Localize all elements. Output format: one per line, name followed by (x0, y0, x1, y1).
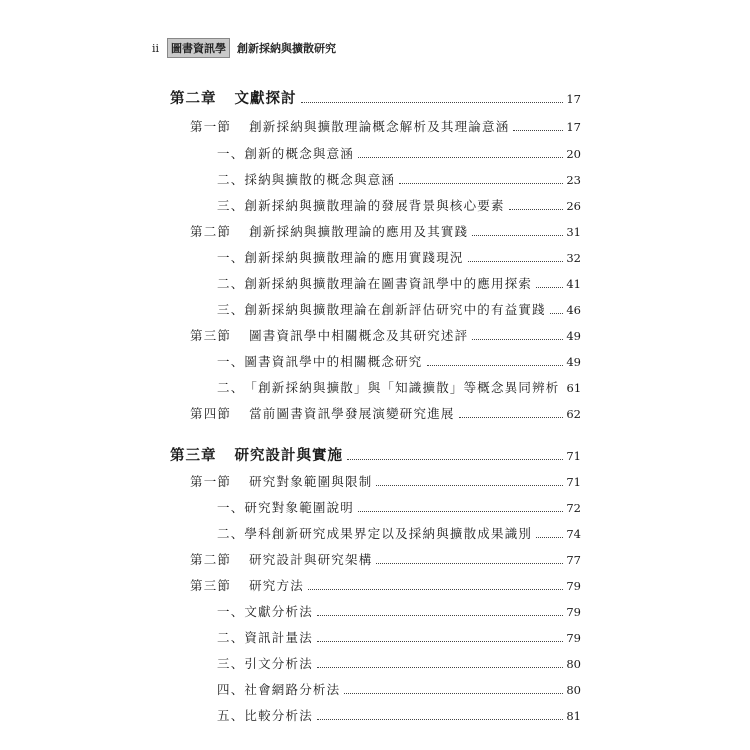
toc-entry-label: 三、 (217, 656, 245, 671)
toc-section (170, 219, 581, 241)
toc-page-number: 17 (566, 92, 581, 106)
toc-page-number: 20 (566, 147, 581, 161)
toc-entry-title: 當前圖書資訊學發展演變研究進展 (249, 406, 455, 421)
toc-item (170, 193, 581, 215)
toc-entry-label: 第二節 (190, 224, 232, 239)
toc-section (170, 114, 581, 136)
toc-entry-title: 比較分析法 (244, 708, 313, 723)
toc-entry-label: 四、 (217, 682, 245, 697)
toc-item (170, 625, 581, 647)
toc-entry-label: 二、 (217, 172, 245, 187)
series-label: 圖書資訊學 (167, 38, 230, 58)
toc-page-number: 79 (566, 631, 581, 645)
toc-chapter (170, 86, 581, 108)
toc-item (170, 245, 581, 267)
toc-entry-title: 研究對象範圍說明 (244, 500, 355, 515)
toc-entry-label: 一、 (217, 354, 245, 369)
toc-section (170, 573, 581, 595)
dot-leader (317, 718, 563, 720)
toc-item (170, 375, 581, 397)
toc-item (170, 495, 581, 517)
dot-leader (347, 458, 563, 460)
toc-entry-label: 一、 (217, 146, 245, 161)
toc-page-number: 26 (566, 199, 581, 213)
toc-entry-title: 採納與擴散的概念與意涵 (244, 172, 396, 187)
toc-page-number: 79 (566, 605, 581, 619)
dot-leader (317, 666, 563, 668)
toc-entry-label: 二、 (217, 276, 245, 291)
toc-page-number: 71 (566, 449, 581, 463)
toc-entry-title: 圖書資訊學中相關概念及其研究述評 (249, 328, 469, 343)
toc-page-number: 79 (566, 579, 581, 593)
toc-entry-label: 一、 (217, 250, 245, 265)
toc-entry-label: 第一節 (190, 474, 232, 489)
toc-entry-title: 創新採納與擴散理論在創新評估研究中的有益實踐 (244, 302, 546, 317)
toc-page-number: 32 (566, 251, 581, 265)
toc-page-number: 62 (566, 407, 581, 421)
toc-item (170, 677, 581, 699)
dot-leader (317, 614, 563, 616)
toc-entry-title: 創新採納與擴散理論的應用實踐現況 (244, 250, 464, 265)
toc-page-number: 77 (566, 553, 581, 567)
toc-page-number: 41 (566, 277, 581, 291)
toc-page-number: 17 (566, 120, 581, 134)
dot-leader (513, 129, 563, 131)
toc-entry-label: 三、 (217, 302, 245, 317)
toc-entry-label: 三、 (217, 198, 245, 213)
dot-leader (509, 208, 564, 210)
toc-page-number: 49 (566, 355, 581, 369)
toc-page-number: 71 (566, 475, 581, 489)
toc-entry-title: 創新的概念與意涵 (244, 146, 355, 161)
running-header (152, 38, 336, 58)
toc-entry-label: 五、 (217, 708, 245, 723)
toc-entry-title: 創新採納與擴散理論概念解析及其理論意涵 (249, 119, 510, 134)
toc-item (170, 141, 581, 163)
dot-leader (427, 364, 564, 366)
toc-entry-label: 第三章 (170, 447, 217, 464)
dot-leader (376, 484, 563, 486)
toc-item (170, 599, 581, 621)
toc-entry-label: 第二節 (190, 552, 232, 567)
toc-entry-label: 第一節 (190, 119, 232, 134)
toc-section (170, 547, 581, 569)
dot-leader (459, 416, 564, 418)
toc-entry-label: 一、 (217, 500, 245, 515)
toc-entry-title: 研究設計與研究架構 (249, 552, 373, 567)
toc-entry-title: 研究方法 (249, 578, 304, 593)
toc-entry-title: 學科創新研究成果界定以及採納與擴散成果識別 (244, 526, 533, 541)
toc-page-number: 72 (566, 501, 581, 515)
toc-entry-title: 「創新採納與擴散」與「知識擴散」等概念異同辨析 (244, 380, 560, 395)
dot-leader (399, 182, 563, 184)
toc-entry-label: 第四節 (190, 406, 232, 421)
toc-entry-title: 資訊計量法 (244, 630, 313, 645)
toc-page-number: 74 (566, 527, 581, 541)
dot-leader (472, 338, 563, 340)
toc-entry-label: 二、 (217, 380, 245, 395)
toc-entry-label: 一、 (217, 604, 245, 619)
book-title: 創新採納與擴散研究 (237, 42, 337, 55)
toc-item (170, 167, 581, 189)
toc-entry-title: 創新採納與擴散理論在圖書資訊學中的應用探索 (244, 276, 533, 291)
toc-entry-title: 創新採納與擴散理論的應用及其實踐 (249, 224, 469, 239)
dot-leader (472, 234, 563, 236)
toc-section (170, 401, 581, 423)
toc-entry-title: 文獻探討 (234, 90, 297, 107)
dot-leader (358, 510, 563, 512)
toc-section (170, 469, 581, 491)
toc-entry-title: 研究設計與實施 (234, 447, 343, 464)
toc-entry-title: 圖書資訊學中的相關概念研究 (244, 354, 423, 369)
dot-leader (317, 640, 563, 642)
toc-page-number: 23 (566, 173, 581, 187)
toc-entry-title: 引文分析法 (244, 656, 313, 671)
toc-entry-label: 第二章 (170, 90, 217, 107)
toc-item (170, 349, 581, 371)
toc-item (170, 297, 581, 319)
toc-page-number: 80 (566, 683, 581, 697)
toc-entry-label: 二、 (217, 526, 245, 541)
toc-entry-title: 社會網路分析法 (244, 682, 341, 697)
toc-entry-label: 二、 (217, 630, 245, 645)
dot-leader (301, 101, 564, 103)
toc-entry-title: 創新採納與擴散理論的發展背景與核心要素 (244, 198, 505, 213)
toc-page-number: 31 (566, 225, 581, 239)
toc-page-number: 46 (566, 303, 581, 317)
toc-page-number: 81 (566, 709, 581, 723)
toc-item (170, 521, 581, 543)
dot-leader (536, 536, 563, 538)
toc-chapter (170, 443, 581, 465)
dot-leader (308, 588, 563, 590)
dot-leader (376, 562, 563, 564)
toc-entry-title: 研究對象範圍與限制 (249, 474, 373, 489)
toc-entry-label: 第三節 (190, 328, 232, 343)
dot-leader (358, 156, 563, 158)
toc-entry-title: 文獻分析法 (244, 604, 313, 619)
toc-item (170, 703, 581, 725)
dot-leader (468, 260, 564, 262)
toc-page-number: 49 (566, 329, 581, 343)
toc-item (170, 651, 581, 673)
toc-section (170, 323, 581, 345)
dot-leader (344, 692, 563, 694)
dot-leader (550, 312, 564, 314)
toc-entry-label: 第三節 (190, 578, 232, 593)
toc-page-number: 80 (566, 657, 581, 671)
page-number: ii (152, 41, 160, 55)
dot-leader (536, 286, 563, 288)
toc-item (170, 271, 581, 293)
toc-page-number: 61 (566, 381, 582, 395)
